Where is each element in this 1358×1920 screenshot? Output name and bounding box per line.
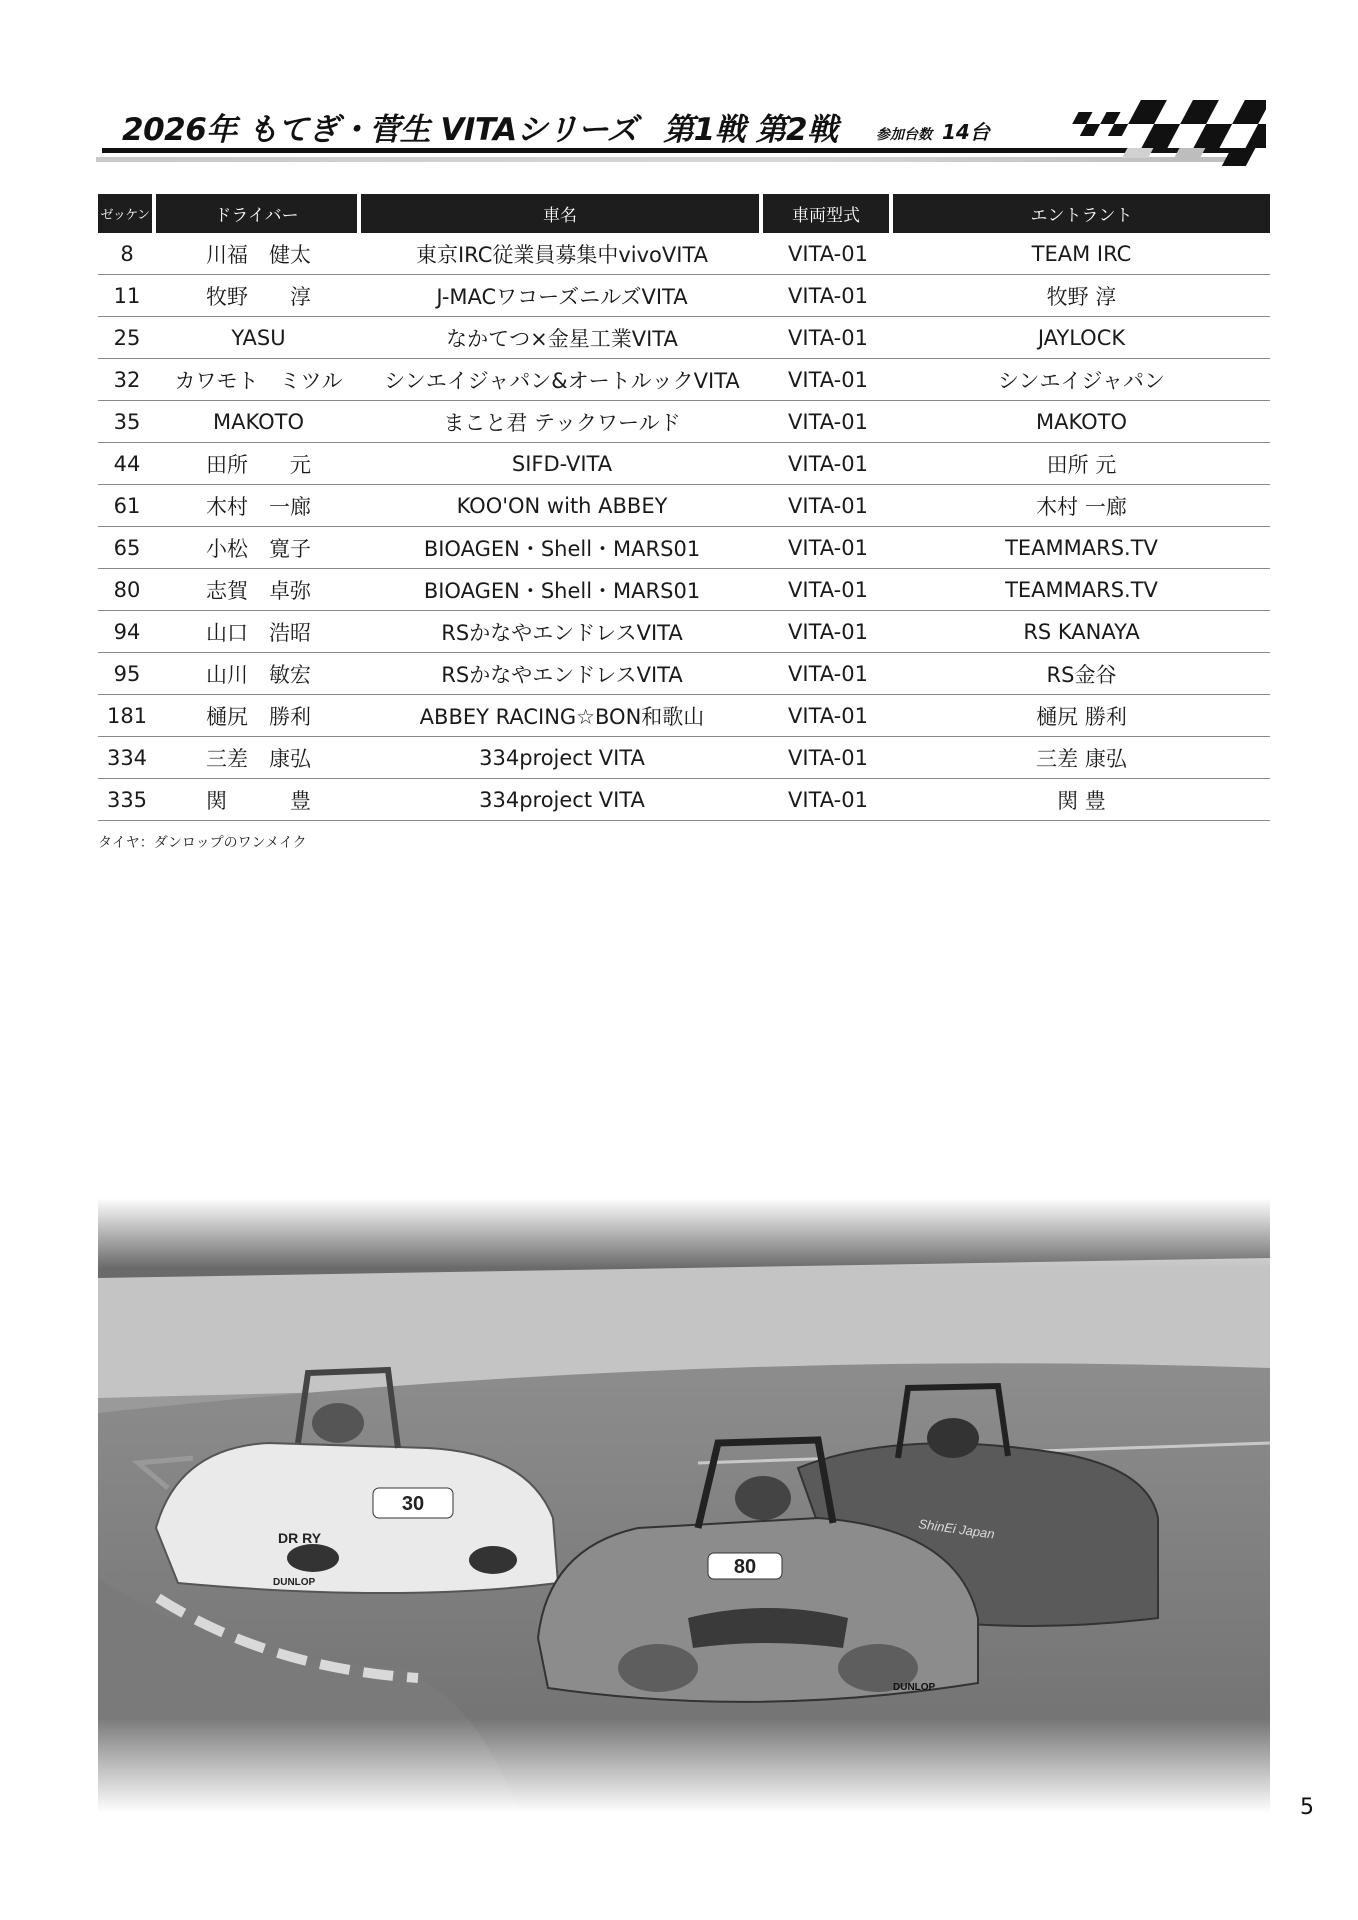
cell-entrant: シンエイジャパン [893,359,1270,401]
page-number: 5 [1300,1795,1314,1820]
cell-model: VITA-01 [763,653,893,695]
title-round: 第1戦 第2戦 [663,112,838,148]
col-header-model: 車両型式 [763,194,893,233]
cell-model: VITA-01 [763,401,893,443]
cell-driver: 樋尻 勝利 [156,695,361,737]
table-row [98,233,1270,275]
table-row [98,359,1270,401]
cell-model: VITA-01 [763,359,893,401]
table-row [98,569,1270,611]
table-row [98,443,1270,485]
page-title [122,104,838,149]
car-30-dunlop: DUNLOP [273,1577,316,1588]
cell-model: VITA-01 [763,443,893,485]
entry-count-value: 14台 [942,120,990,144]
cell-number: 61 [98,485,156,527]
cell-car-name: KOO'ON with ABBEY [361,485,763,527]
cell-number: 334 [98,737,156,779]
cell-model: VITA-01 [763,779,893,821]
cell-car-name: RSかなやエンドレスVITA [361,611,763,653]
table-row [98,401,1270,443]
cell-number: 65 [98,527,156,569]
cell-car-name: 334project VITA [361,737,763,779]
cell-car-name: シンエイジャパン&オートルックVITA [361,359,763,401]
cell-entrant: RS KANAYA [893,611,1270,653]
car-rear-sponsor: ShinEi Japan [917,1516,996,1542]
cell-entrant: MAKOTO [893,401,1270,443]
table-row [98,275,1270,317]
cell-model: VITA-01 [763,569,893,611]
cell-entrant: 牧野 淳 [893,275,1270,317]
cell-driver: 山川 敏宏 [156,653,361,695]
cell-car-name: ABBEY RACING☆BON和歌山 [361,695,763,737]
cell-number: 80 [98,569,156,611]
cell-car-name: まこと君 テックワールド [361,401,763,443]
cell-model: VITA-01 [763,527,893,569]
cell-number: 25 [98,317,156,359]
table-row [98,485,1270,527]
cell-car-name: BIOAGEN・Shell・MARS01 [361,569,763,611]
cell-car-name: RSかなやエンドレスVITA [361,653,763,695]
cell-number: 11 [98,275,156,317]
entry-count [876,116,990,145]
race-photo [98,1198,1270,1813]
race-photo-illustration [98,1198,1270,1813]
page-header [96,98,1270,178]
cell-driver: カワモト ミツル [156,359,361,401]
cell-entrant: 木村 一廊 [893,485,1270,527]
cell-car-name: 東京IRC従業員募集中vivoVITA [361,233,763,275]
cell-car-name: BIOAGEN・Shell・MARS01 [361,527,763,569]
car-80-dunlop: DUNLOP [893,1682,936,1693]
cell-driver: 三差 康弘 [156,737,361,779]
table-row [98,317,1270,359]
cell-driver: 小松 寛子 [156,527,361,569]
cell-entrant: RS金谷 [893,653,1270,695]
cell-driver: YASU [156,317,361,359]
cell-driver: MAKOTO [156,401,361,443]
col-header-entrant: エントラント [893,194,1270,233]
title-main: 2026年 もてぎ・菅生 VITAシリーズ [122,112,638,148]
cell-model: VITA-01 [763,233,893,275]
cell-car-name: SIFD-VITA [361,443,763,485]
col-header-driver: ドライバー [156,194,361,233]
cell-model: VITA-01 [763,611,893,653]
cell-driver: 山口 浩昭 [156,611,361,653]
cell-entrant: 三差 康弘 [893,737,1270,779]
table-row [98,737,1270,779]
cell-driver: 川福 健太 [156,233,361,275]
cell-model: VITA-01 [763,317,893,359]
cell-entrant: TEAMMARS.TV [893,569,1270,611]
car-30-number: 30 [401,1493,425,1515]
cell-car-name: J-MACワコーズニルズVITA [361,275,763,317]
col-header-car-name: 車名 [361,194,763,233]
table-row [98,611,1270,653]
cell-entrant: 田所 元 [893,443,1270,485]
cell-car-name: 334project VITA [361,779,763,821]
cell-number: 335 [98,779,156,821]
cell-entrant: 関 豊 [893,779,1270,821]
cell-number: 32 [98,359,156,401]
cell-driver: 牧野 淳 [156,275,361,317]
entry-table [98,194,1270,821]
table-header-row [98,194,1270,233]
table-row [98,527,1270,569]
cell-number: 44 [98,443,156,485]
cell-number: 181 [98,695,156,737]
cell-driver: 田所 元 [156,443,361,485]
cell-driver: 志賀 卓弥 [156,569,361,611]
cell-number: 95 [98,653,156,695]
table-row [98,779,1270,821]
cell-model: VITA-01 [763,275,893,317]
cell-number: 8 [98,233,156,275]
cell-model: VITA-01 [763,485,893,527]
cell-car-name: なかてつ×金星工業VITA [361,317,763,359]
col-header-number: ゼッケン [98,194,156,233]
checkered-flag-graphic [1026,98,1266,168]
cell-number: 35 [98,401,156,443]
table-row [98,695,1270,737]
car-80-number: 80 [733,1556,757,1578]
car-30-sponsor: DR RY [278,1530,322,1546]
cell-number: 94 [98,611,156,653]
cell-driver: 木村 一廊 [156,485,361,527]
cell-model: VITA-01 [763,695,893,737]
cell-driver: 関 豊 [156,779,361,821]
tire-note: タイヤ：ダンロップのワンメイク [98,835,307,851]
cell-entrant: JAYLOCK [893,317,1270,359]
cell-model: VITA-01 [763,737,893,779]
cell-entrant: TEAMMARS.TV [893,527,1270,569]
entry-count-label: 参加台数 [876,127,932,143]
table-row [98,653,1270,695]
cell-entrant: 樋尻 勝利 [893,695,1270,737]
cell-entrant: TEAM IRC [893,233,1270,275]
